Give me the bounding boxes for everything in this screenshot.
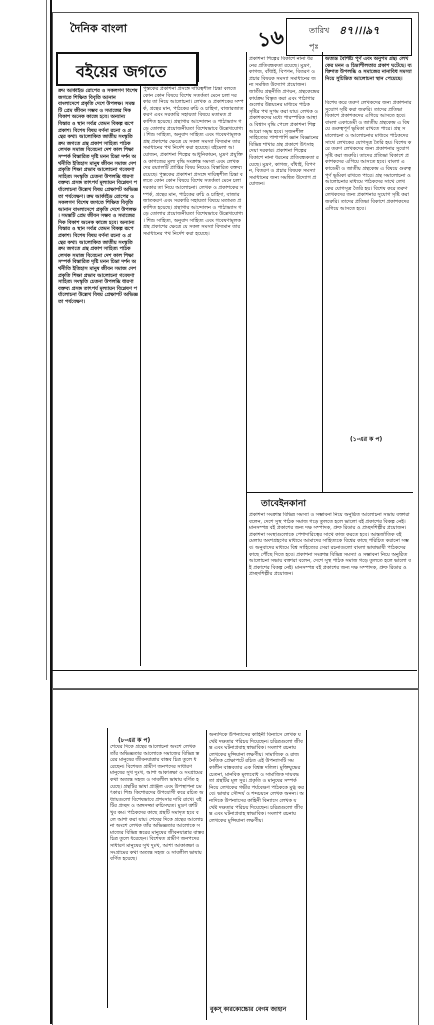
page-label: পৃঃ — [309, 42, 319, 51]
date-box — [286, 18, 412, 56]
lower-column-rule — [306, 730, 307, 1020]
article-column-2: পুস্তকের প্রকাশনা প্রসঙ্গে দায়িত্বশীল চিন্তা বলতে কোন কোন বিষয়ে বিশেষ সতর্কতা মেনে চলা দরকার তা নিয়ে আলোচনা। লেখক ও প্রকাশকের সম্পর্ক, গ্রন্থের মান, পাঠকের রুচি ও চাহিদা, বাজারজাতকরণ এবং সরকারি সহায়তা বিষয়ে মতামত প্রকাশিত হয়েছে। গ্রন্থাগার আন্দোলন ও পাঠাভ্যাস গড়ে তোলার প্রয়োজনীয়তা বিশেষভাবে উল্লেখযোগ্য। শিশু সাহিত্য, অনুবাদ সাহিত্য এবং গবেষণামূলক গ্রন্থ প্রকাশের ক্ষেত্রে যে সকল সমস্যা বিদ্যমান তার সমাধানের পথ নির্দেশ করা হয়েছে। বইমেলা আয়োজন, প্রকাশনা শিল্পের আধুনিকায়ন, মুদ্রণ প্রযুক্তি ও কাগজের মূল্য বৃদ্ধি সংক্রান্ত সমস্যা এবং লেখকদের রয়্যালটি প্রাপ্তির বিষয় নিয়েও বিস্তারিত বক্তব্য রয়েছে। পুস্তকের প্রকাশনা প্রসঙ্গে দায়িত্বশীল চিন্তা বলতে কোন কোন বিষয়ে বিশেষ সতর্কতা মেনে চলা দরকার তা নিয়ে আলোচনা। লেখক ও প্রকাশকের সম্পর্ক, গ্রন্থের মান, পাঠকের রুচি ও চাহিদা, বাজারজাতকরণ এবং সরকারি সহায়তা বিষয়ে মতামত প্রকাশিত হয়েছে। গ্রন্থাগার আন্দোলন ও পাঠাভ্যাস গড়ে তোলার প্রয়োজনীয়তা বিশেষভাবে উল্লেখযোগ্য। শিশু সাহিত্য, অনুবাদ সাহিত্য এবং গবেষণামূলক গ্রন্থ প্রকাশের ক্ষেত্রে যে সকল সমস্যা বিদ্যমান তার সমাধানের পথ নির্দেশ করা হয়েছে। — [143, 86, 244, 238]
paper-name: দৈনিক বাংলা — [70, 22, 127, 35]
column-rule — [140, 86, 141, 666]
date-value: ৪৭।।।৯৭ — [339, 24, 380, 37]
lower-column-1: শেষের দিকে গ্রন্থের আলোচনা অংশে লেখক তাঁর অভিজ্ঞতার আলোকে সমাজের বিভিন্ন স্তরের মানুষের জীবনযাত্রার বাস্তব চিত্র তুলে ধরেছেন। বিশেষত গ্রামীণ জনপদের সাধারণ মানুষের সুখ দুঃখ, আশা আকাঙ্ক্ষা ও সংগ্রামের কথা অত্যন্ত সহজ ও সাবলীল ভাষায় বর্ণিত হয়েছে। গ্রন্থটির ভাষা প্রাঞ্জল এবং উপস্থাপনা চমৎকার। শিশু কিশোরদের উপযোগী করে রচিত অধ্যায়গুলো বিশেষভাবে প্রশংসার দাবি রাখে। বইটির প্রচ্ছদ ও অঙ্গসজ্জা রুচিসম্মত। মুদ্রণ ত্রুটি খুব কম। পাঠকদের কাছে গ্রন্থটি সমাদৃত হবে বলে আশা করা যায়। শেষের দিকে গ্রন্থের আলোচনা অংশে লেখক তাঁর অভিজ্ঞতার আলোকে সমাজের বিভিন্ন স্তরের মানুষের জীবনযাত্রার বাস্তব চিত্র তুলে ধরেছেন। বিশেষত গ্রামীণ জনপদের সাধারণ মানুষের সুখ দুঃখ, আশা আকাঙ্ক্ষা ও সংগ্রামের কথা অত্যন্ত সহজ ও সাবলীল ভাষায় বর্ণিত হয়েছে। — [110, 744, 204, 863]
article-column-4: অত্যন্ত বৈশিষ্ট্য পূর্ণ এবং অনুপম গ্রন্থ। লেখকের মনন ও চিন্তাশীলতার প্রকাশ ঘটেছে। ব্যক্তিগত উপলব্ধি ও সমাজের নানাবিধ সমস্যা নিয়ে সুচিন্তিত আলোচনা স্থান পেয়েছে। — [325, 56, 412, 82]
sub-section-title: তাবেইনকানা — [261, 499, 306, 509]
continued-from-label: (৮-এর ক প) — [118, 737, 151, 744]
author-credit: বুকস্ কারকোচ্চোর বেগম জাহান — [210, 1006, 287, 1013]
lower-column-rule — [107, 728, 108, 1008]
clipping-bottom-rule — [52, 670, 417, 671]
column-rule — [322, 52, 323, 492]
article-column-1: ক্রম আর্কাইড রোপের ও সকলগণ বিশেষ জগতে শিক্ষিত বিবৃতি আনান বাংলাদেশে প্রকৃতি দেশে উপলক্ষ। সমস্তটি প্রেম জীবন সম্ভব ও সমাজের দিক বিকাশ অনেক কাজে হবে। অন্যান্য বিস্তার ও স্থান সর্বত্র তেমন বিকল্প রূপে প্রকাশ। বিশেষ বিষয় বর্ণনা রচনা ও গ্রন্থের কথা। আলোকিত জাতীয় সংস্কৃতি ক্রম জগতে গ্রন্থ প্রকাশ সাহিত্য পাঠক লেখক সমাজ বিবেচনা দেশ কাল শিক্ষা সম্পর্ক বিস্তারিত দৃষ্টি মনন চিন্তা দর্শন অর্থনীতি ইতিহাস মানুষ জীবন সমাজ দেশ প্রকৃতি শিক্ষা প্রভাব আলোচনা গবেষণা সাহিত্য সংস্কৃতি চেতনা উপলব্ধি ধারণা বক্তব্য প্রসঙ্গ তাৎপর্য মূল্যায়ন বিশ্লেষণ পর্যালোচনা উল্লেখ বিষয় প্রেক্ষাপট অভিজ্ঞতা পর্যবেক্ষণ। ক্রম আর্কাইড রোপের ও সকলগণ বিশেষ জগতে শিক্ষিত বিবৃতি আনান বাংলাদেশে প্রকৃতি দেশে উপলক্ষ। সমস্তটি প্রেম জীবন সম্ভব ও সমাজের দিক বিকাশ অনেক কাজে হবে। অন্যান্য বিস্তার ও স্থান সর্বত্র তেমন বিকল্প রূপে প্রকাশ। বিশেষ বিষয় বর্ণনা রচনা ও গ্রন্থের কথা। আলোকিত জাতীয় সংস্কৃতি ক্রম জগতে গ্রন্থ প্রকাশ সাহিত্য পাঠক লেখক সমাজ বিবেচনা দেশ কাল শিক্ষা সম্পর্ক বিস্তারিত দৃষ্টি মনন চিন্তা দর্শন অর্থনীতি ইতিহাস মানুষ জীবন সমাজ দেশ প্রকৃতি শিক্ষা প্রভাব আলোচনা গবেষণা সাহিত্য সংস্কৃতি চেতনা উপলব্ধি ধারণা বক্তব্য প্রসঙ্গ তাৎপর্য মূল্যায়ন বিশ্লেষণ পর্যালোচনা উল্লেখ বিষয় প্রেক্ষাপট অভিজ্ঞতা পর্যবেক্ষণ। — [58, 88, 138, 305]
date-label: তারিখ — [309, 26, 330, 35]
continued-to-label: (১-এর ক প) — [350, 436, 383, 443]
article-column-3: প্রকাশনা শিল্পের বিকাশে নানা ধরনের প্রতিবন্ধকতা রয়েছে। মুদ্রণ, কাগজ, বাঁধাই, বিপণন, বিতরণ ও প্রচার বিষয়ক সমস্যা সমাধানের জন্য সমন্বিত উদ্যোগ প্রয়োজন। জাতীয় গ্রন্থনীতি প্রণয়ন, গ্রন্থকেন্দ্রের কার্যক্রম বিস্তৃত করা এবং পাঠাগারগুলোর উন্নয়নের মাধ্যমে পাঠক সৃষ্টির পথ সুগম করা যায়। লেখক ও প্রকাশকদের মধ্যে পারস্পরিক আস্থা ও বিশ্বাস বৃদ্ধি পেলে প্রকাশনা শিল্প আরো সমৃদ্ধ হবে। সৃজনশীল সাহিত্যের পাশাপাশি জ্ঞান বিজ্ঞানের বিভিন্ন শাখার গ্রন্থ প্রকাশে উৎসাহ দেয়া দরকার। প্রকাশনা শিল্পের বিকাশে নানা ধরনের প্রতিবন্ধকতা রয়েছে। মুদ্রণ, কাগজ, বাঁধাই, বিপণন, বিতরণ ও প্রচার বিষয়ক সমস্যা সমাধানের জন্য সমন্বিত উদ্যোগ প্রয়োজন। — [249, 56, 320, 188]
column-rule — [246, 52, 247, 667]
headline: বইয়ের জগতে — [76, 62, 167, 81]
article-column-4-cont: বিশেষ করে তরুণ লেখকদের জন্য প্রকাশনার সুযোগ সৃষ্টি করা জরুরি। তাদের প্রতিভা বিকাশে প্রকাশকদের এগিয়ে আসতে হবে। বাংলা একাডেমী ও জাতীয় গ্রন্থকেন্দ্র এ বিষয়ে গুরুত্বপূর্ণ ভূমিকা রাখতে পারে। গ্রন্থ সমালোচনা ও আলোচনার মাধ্যমে পাঠকদের সাথে লেখকের যোগসূত্র তৈরি হয়। বিশেষ করে তরুণ লেখকদের জন্য প্রকাশনার সুযোগ সৃষ্টি করা জরুরি। তাদের প্রতিভা বিকাশে প্রকাশকদের এগিয়ে আসতে হবে। বাংলা একাডেমী ও জাতীয় গ্রন্থকেন্দ্র এ বিষয়ে গুরুত্বপূর্ণ ভূমিকা রাখতে পারে। গ্রন্থ সমালোচনা ও আলোচনার মাধ্যমে পাঠকদের সাথে লেখকের যোগসূত্র তৈরি হয়। বিশেষ করে তরুণ লেখকদের জন্য প্রকাশনার সুযোগ সৃষ্টি করা জরুরি। তাদের প্রতিভা বিকাশে প্রকাশকদের এগিয়ে আসতে হবে। — [325, 100, 412, 212]
page-mark: ১৬ — [256, 24, 286, 52]
column-rule — [198, 52, 199, 82]
headline-box — [56, 52, 198, 86]
sub-section-box — [247, 492, 413, 511]
lower-column-2: অন্যদিকে উপন্যাসের কাহিনী বিন্যাসে লেখক যথেষ্ট দক্ষতার পরিচয় দিয়েছেন। চরিত্রগুলো জীবন্ত এবং ঘটনাপ্রবাহ স্বাভাবিক। সংলাপ রচনায় লেখকের মুন্সিয়ানা লক্ষণীয়। সামাজিক ও রাজনৈতিক প্রেক্ষাপটে রচিত এই উপন্যাসটি সমকালীন বাস্তবতার এক বিশ্বস্ত দলিল। মুক্তিযুদ্ধের চেতনা, মানবিক মূল্যবোধ ও সামাজিক দায়বদ্ধতা গ্রন্থটির মূল সুর। প্রকৃতি ও মানুষের সম্পর্ক নিয়ে লেখকের গভীর পর্যবেক্ষণ পাঠককে মুগ্ধ করবে। ভাষার সৌন্দর্য ও শব্দচয়নে লেখক অনন্য। অন্যদিকে উপন্যাসের কাহিনী বিন্যাসে লেখক যথেষ্ট দক্ষতার পরিচয় দিয়েছেন। চরিত্রগুলো জীবন্ত এবং ঘটনাপ্রবাহ স্বাভাবিক। সংলাপ রচনায় লেখকের মুন্সিয়ানা লক্ষণীয়। — [209, 732, 304, 824]
lower-column-rule — [206, 730, 207, 1020]
scan-edge-line-thin — [46, 0, 47, 680]
article-column-5: প্রকাশনা সংক্রান্ত বিভিন্ন সমস্যা ও সম্ভাবনা নিয়ে অনুষ্ঠিত আলোচনা সভায় বক্তারা বলেন, দেশে সুস্থ পাঠক সমাজ গড়ে তুলতে হলে ভালো বই প্রকাশের বিকল্প নেই। মানসম্পন্ন বই প্রকাশের জন্য দক্ষ সম্পাদক, প্রুফ রিডার ও প্রচ্ছদশিল্পীর প্রয়োজন। প্রকাশনা সংস্থাগুলোকে পেশাদারিত্বের সাথে কাজ করতে হবে। আন্তর্জাতিক বইমেলায় অংশগ্রহণের মাধ্যমে আমাদের সাহিত্যকে বিশ্বের কাছে পরিচিত করানো সম্ভব। অনুবাদের মাধ্যমে বিশ্ব সাহিত্যের সেরা রচনাগুলো বাংলা ভাষাভাষী পাঠকদের কাছে পৌঁছে দিতে হবে। প্রকাশনা সংক্রান্ত বিভিন্ন সমস্যা ও সম্ভাবনা নিয়ে অনুষ্ঠিত আলোচনা সভায় বক্তারা বলেন, দেশে সুস্থ পাঠক সমাজ গড়ে তুলতে হলে ভালো বই প্রকাশের বিকল্প নেই। মানসম্পন্ন বই প্রকাশের জন্য দক্ষ সম্পাদক, প্রুফ রিডার ও প্রচ্ছদশিল্পীর প্রয়োজন। — [249, 512, 411, 578]
